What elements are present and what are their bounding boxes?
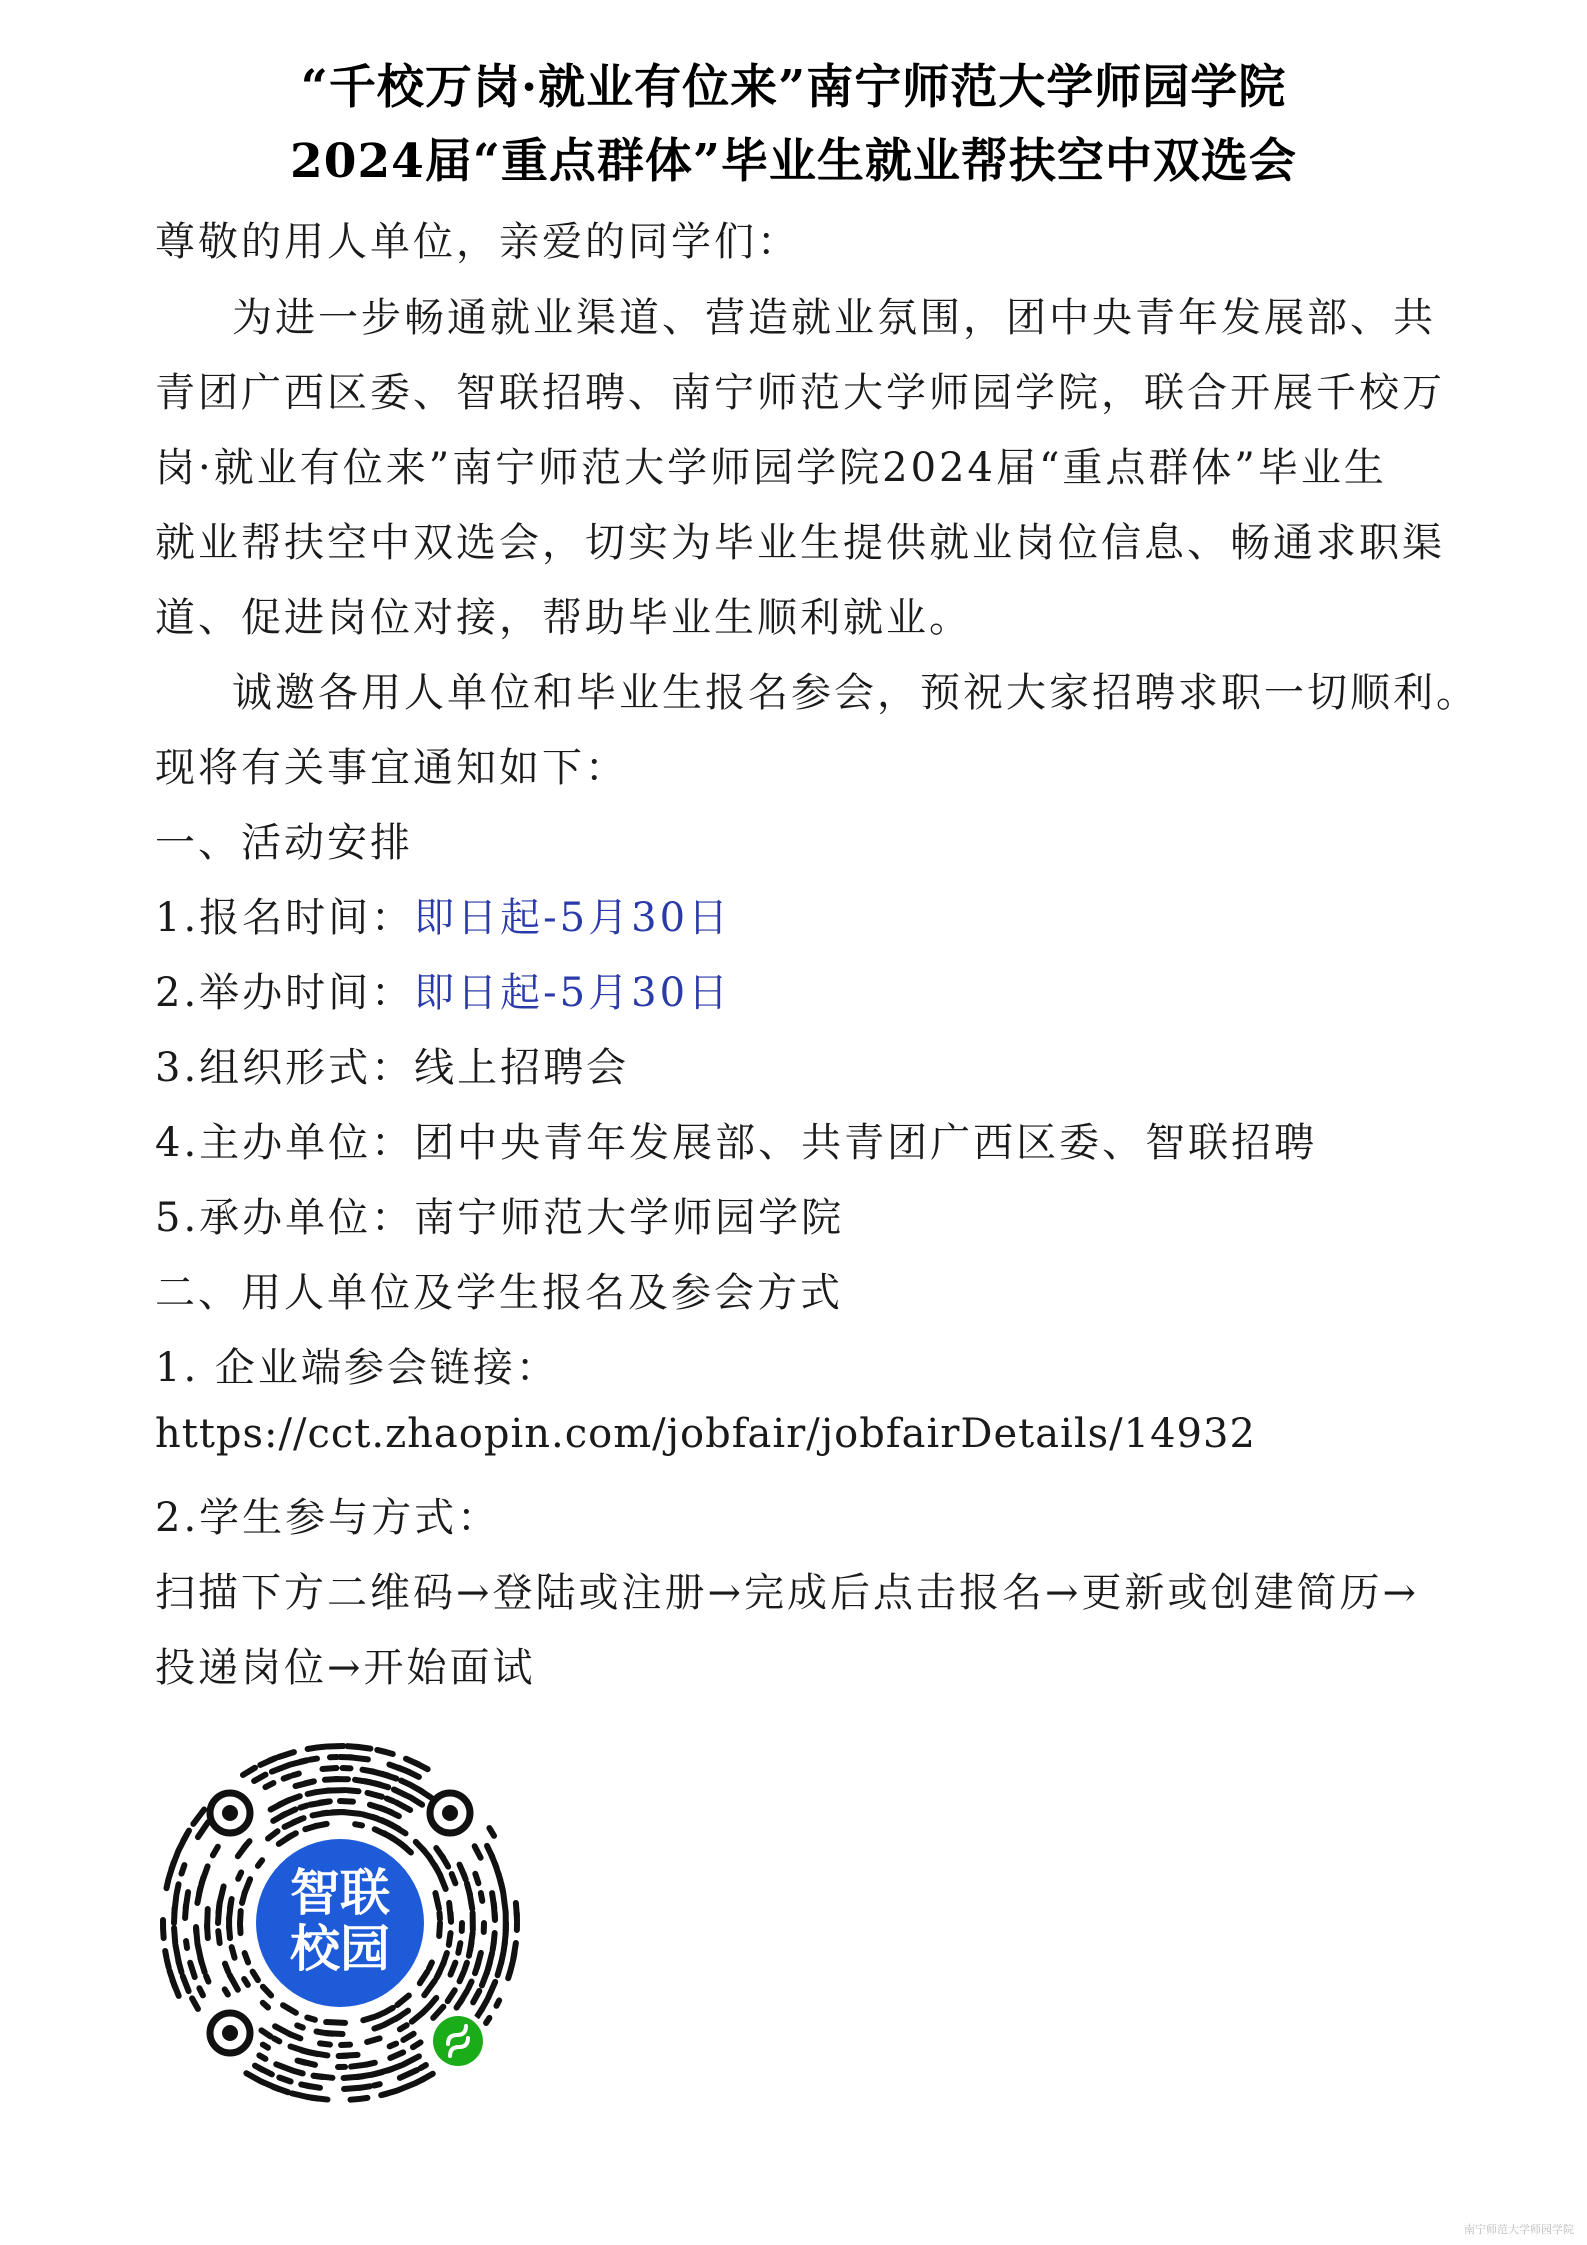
- organizer-label: 5.承办单位：: [155, 1195, 415, 1241]
- qr-module: [320, 1801, 330, 1802]
- title-line-2: 2024届“重点群体”毕业生就业帮扶空中双选会: [290, 134, 1297, 189]
- qr-module: [374, 2084, 380, 2085]
- qr-module: [272, 1765, 290, 1772]
- footer-watermark: 南宁师范大学师园学院: [1464, 2223, 1574, 2236]
- title-line-1: “千校万岗·就业有位来”南宁师范大学师园学院: [300, 60, 1287, 115]
- format-label: 3.组织形式：: [155, 1045, 415, 1091]
- qr-module: [182, 1865, 185, 1874]
- qr-module: [375, 1783, 388, 1787]
- qr-module: [482, 1972, 487, 1985]
- intro-line: 为进一步畅通就业渠道、营造就业氛围，团中央青年发展部、共: [232, 295, 1436, 341]
- student-method-label: 2.学生参与方式：: [155, 1495, 501, 1541]
- qr-module: [449, 1933, 451, 1945]
- qr-module: [246, 2073, 260, 2081]
- qr-module: [316, 2031, 322, 2032]
- signup-time-row: [155, 886, 731, 943]
- qr-module: [503, 1893, 505, 1912]
- qr-module: [300, 1760, 306, 1761]
- qr-module: [193, 1810, 204, 1824]
- intro-line: 岗·就业有位来”南宁师范大学师园学院2024届“重点群体”毕业生: [155, 445, 1387, 491]
- qr-module: [177, 1884, 179, 1893]
- qr-module: [403, 2034, 413, 2040]
- qr-module: [175, 1945, 178, 1963]
- qr-module: [301, 2084, 310, 2086]
- qr-logo-text-2: 校园: [290, 1920, 390, 1978]
- qr-module: [289, 1796, 300, 1800]
- qr-module: [232, 1947, 235, 1958]
- qr-module: [451, 1963, 456, 1975]
- organizer-row: [155, 1186, 844, 1243]
- qr-module: [320, 2043, 330, 2044]
- employer-link[interactable]: https://cct.zhaopin.com/jobfair/jobfairDetails/14932: [155, 1411, 1256, 1457]
- qr-module: [192, 1998, 198, 2008]
- organizer-value: 南宁师范大学师园学院: [414, 1195, 845, 1241]
- qr-module: [243, 1768, 255, 1775]
- greeting: 尊敬的用人单位，亲爱的同学们：: [155, 219, 800, 265]
- qr-module: [401, 1844, 411, 1853]
- qr-module: [468, 1982, 471, 1989]
- qr-module: [244, 1841, 250, 1848]
- qr-module: [452, 1874, 456, 1883]
- qr-module: [322, 1768, 336, 1769]
- qr-module: [344, 2088, 360, 2089]
- qr-module: [183, 1976, 189, 1991]
- qr-module: [230, 1975, 238, 1990]
- section2-heading: 二、用人单位及学生报名及参会方式: [155, 1270, 843, 1316]
- qr-module: [174, 1895, 176, 1913]
- qr-module: [276, 2064, 293, 2070]
- qr-module: [355, 1824, 362, 1825]
- qr-module: [199, 1988, 203, 1995]
- qr-module: [206, 1976, 208, 1982]
- qr-module: [261, 2030, 270, 2036]
- qr-module: [486, 2018, 489, 2023]
- qr-code-graphic: [155, 1738, 525, 2108]
- qr-module: [293, 1774, 299, 1776]
- qr-module: [412, 1798, 422, 1804]
- qr-module: [225, 1964, 228, 1972]
- qr-module: [263, 2003, 268, 2008]
- qr-module: [457, 1999, 463, 2007]
- qr-module: [207, 1909, 208, 1928]
- qr-module: [460, 1972, 464, 1981]
- qr-module: [230, 1899, 232, 1908]
- qr-module: [351, 2099, 358, 2100]
- qr-module: [374, 2026, 382, 2029]
- event-time-label: 2.举办时间：: [155, 970, 415, 1016]
- qr-module: [282, 1809, 296, 1815]
- event-time-value: 即日起-5月30日: [414, 970, 732, 1016]
- qr-module: [475, 1846, 481, 1858]
- qr-module: [387, 1799, 393, 1802]
- qr-module: [315, 1824, 327, 1826]
- qr-module: [477, 2009, 482, 2017]
- invite-line: 现将有关事宜通知如下：: [155, 745, 628, 791]
- qr-module: [436, 1972, 439, 1978]
- qr-module: [350, 1757, 368, 1759]
- qr-module: [481, 1893, 482, 1901]
- qr-module: [403, 2056, 419, 2064]
- qr-module: [244, 1979, 248, 1985]
- qr-module: [448, 1990, 455, 2001]
- qr-module: [475, 1963, 478, 1973]
- intro-line: 道、促进岗位对接，帮助毕业生顺利就业。: [155, 595, 972, 641]
- qr-module: [287, 1833, 296, 1838]
- qr-module: [367, 2038, 379, 2042]
- qr-module: [255, 2066, 263, 2070]
- qr-module: [169, 1971, 174, 1987]
- qr-module: [275, 2026, 291, 2034]
- invite-line: 诚邀各用人单位和毕业生报名参会，预祝大家招聘求职一切顺利。: [232, 670, 1479, 716]
- qr-module: [190, 1963, 195, 1977]
- qr-module: [202, 1866, 208, 1883]
- qr-module: [397, 1995, 409, 2004]
- qr-module: [389, 1811, 399, 1816]
- qr-module: [464, 1963, 467, 1971]
- qr-module: [300, 1806, 307, 1808]
- qr-module: [292, 2093, 308, 2097]
- mini-program-qr-code[interactable]: [155, 1738, 525, 2108]
- qr-module: [297, 2025, 303, 2027]
- qr-module: [310, 1759, 317, 1760]
- qr-module: [299, 2061, 305, 2063]
- qr-module: [269, 1758, 275, 1761]
- qr-module: [186, 1941, 187, 1948]
- qr-module: [186, 1892, 188, 1908]
- qr-module: [489, 1828, 494, 1836]
- qr-module: [424, 1981, 435, 1996]
- qr-module: [218, 1931, 219, 1943]
- qr-module: [165, 1951, 166, 1958]
- qr-module: [318, 1747, 326, 1748]
- qr-module: [415, 1763, 427, 1769]
- qr-module: [261, 2082, 278, 2090]
- qr-module: [363, 2017, 374, 2020]
- qr-module: [387, 1752, 393, 1754]
- qr-module: [167, 1960, 169, 1968]
- qr-module: [225, 1989, 228, 1994]
- qr-module: [400, 2070, 417, 2078]
- qr-module: [400, 2025, 407, 2029]
- qr-module: [245, 1879, 251, 1893]
- qr-module: [174, 1928, 175, 1943]
- qr-module: [326, 2022, 345, 2023]
- qr-module: [439, 1923, 440, 1936]
- qr-module: [279, 1752, 294, 1757]
- qr-module: [283, 2005, 296, 2013]
- qr-module: [473, 1991, 479, 2002]
- qr-module: [284, 1776, 291, 1778]
- qr-module: [390, 2044, 396, 2047]
- qr-module: [274, 2039, 279, 2042]
- qr-module: [259, 2055, 265, 2058]
- qr-module: [391, 1824, 405, 1833]
- qr-module: [358, 1747, 371, 1749]
- steps-line: 扫描下方二维码→登陆或注册→完成后点击报名→更新或创建简历→: [155, 1570, 1420, 1616]
- qr-module: [258, 1860, 262, 1866]
- qr-module: [314, 2076, 323, 2077]
- qr-module: [307, 2018, 315, 2020]
- qr-module: [442, 1856, 448, 1866]
- qr-module: [384, 2017, 400, 2025]
- qr-module: [245, 1953, 248, 1962]
- qr-module: [475, 1874, 478, 1884]
- qr-module: [240, 1911, 241, 1923]
- qr-module: [390, 2052, 403, 2058]
- qr-module: [351, 2065, 365, 2067]
- qr-module: [324, 2033, 332, 2034]
- qr-module: [420, 1972, 428, 1984]
- qr-module: [263, 2045, 268, 2048]
- qr-module: [440, 1874, 446, 1889]
- qr-module: [253, 1972, 258, 1980]
- qr-module: [183, 1831, 189, 1841]
- qr-module: [412, 2013, 423, 2022]
- qr-module: [268, 1831, 278, 1838]
- qr-module: [279, 2078, 290, 2082]
- intro-line: 就业帮扶空中双选会，切实为毕业生提供就业岗位信息、畅通求职渠: [155, 520, 1445, 566]
- qr-module: [238, 1872, 241, 1878]
- qr-module: [344, 2076, 363, 2078]
- qr-module: [493, 1943, 494, 1950]
- format-row: [155, 1036, 629, 1093]
- qr-module: [419, 1790, 432, 1798]
- qr-module: [305, 1782, 313, 1784]
- qr-module: [396, 1802, 410, 1810]
- qr-module: [254, 1775, 265, 1781]
- qr-module: [504, 1943, 505, 1951]
- event-time-row: [155, 961, 731, 1018]
- host-value: 团中央青年发展部、共青团广西区委、智联招聘: [414, 1120, 1318, 1166]
- qr-module: [293, 1818, 303, 1822]
- qr-module: [340, 1801, 353, 1802]
- qr-module: [513, 1953, 515, 1961]
- qr-logo-text-1: 智联: [290, 1864, 390, 1922]
- qr-module: [469, 1943, 472, 1956]
- intro-line: 青团广西区委、智联招聘、南宁师范大学师园学院，联合开展千校万: [155, 370, 1445, 416]
- qr-module: [213, 1847, 218, 1856]
- qr-module: [198, 1944, 202, 1963]
- host-row: [155, 1111, 1317, 1168]
- qr-module: [470, 1893, 473, 1909]
- qr-module: [421, 2065, 426, 2068]
- qr-module: [464, 1874, 466, 1880]
- format-value: 线上招聘会: [414, 1045, 630, 1091]
- host-label: 4.主办单位：: [155, 1120, 415, 1166]
- qr-module: [398, 2083, 416, 2090]
- qr-module: [508, 1972, 510, 1978]
- qr-module: [394, 1789, 411, 1797]
- qr-module: [413, 2042, 421, 2047]
- qr-module: [382, 1774, 396, 1779]
- qr-module: [343, 1812, 361, 1814]
- qr-module: [498, 1963, 502, 1975]
- qr-module: [290, 2046, 307, 2052]
- qr-module: [408, 1772, 419, 1777]
- employer-link-label: 1. 企业端参会链接：: [155, 1345, 559, 1391]
- qr-module: [263, 1987, 271, 1996]
- qr-module: [381, 2094, 387, 2096]
- qr-module: [172, 1851, 179, 1869]
- qr-module: [435, 1893, 439, 1909]
- mini-program-icon: [433, 2016, 483, 2066]
- qr-module: [198, 1822, 208, 1837]
- signup-time-label: 1.报名时间：: [155, 895, 415, 941]
- qr-module: [220, 1886, 224, 1903]
- qr-module: [348, 1790, 359, 1791]
- steps-line: 投递岗位→开始面试: [155, 1645, 536, 1691]
- qr-module: [429, 1962, 432, 1968]
- qr-module: [377, 2013, 384, 2016]
- qr-module: [458, 1943, 460, 1953]
- qr-module: [367, 1793, 381, 1797]
- section1-heading: 一、活动安排: [155, 820, 413, 866]
- qr-module: [265, 1783, 273, 1787]
- qr-module: [488, 1982, 495, 1998]
- signup-time-value: 即日起-5月30日: [414, 895, 732, 941]
- qr-module: [496, 2000, 499, 2005]
